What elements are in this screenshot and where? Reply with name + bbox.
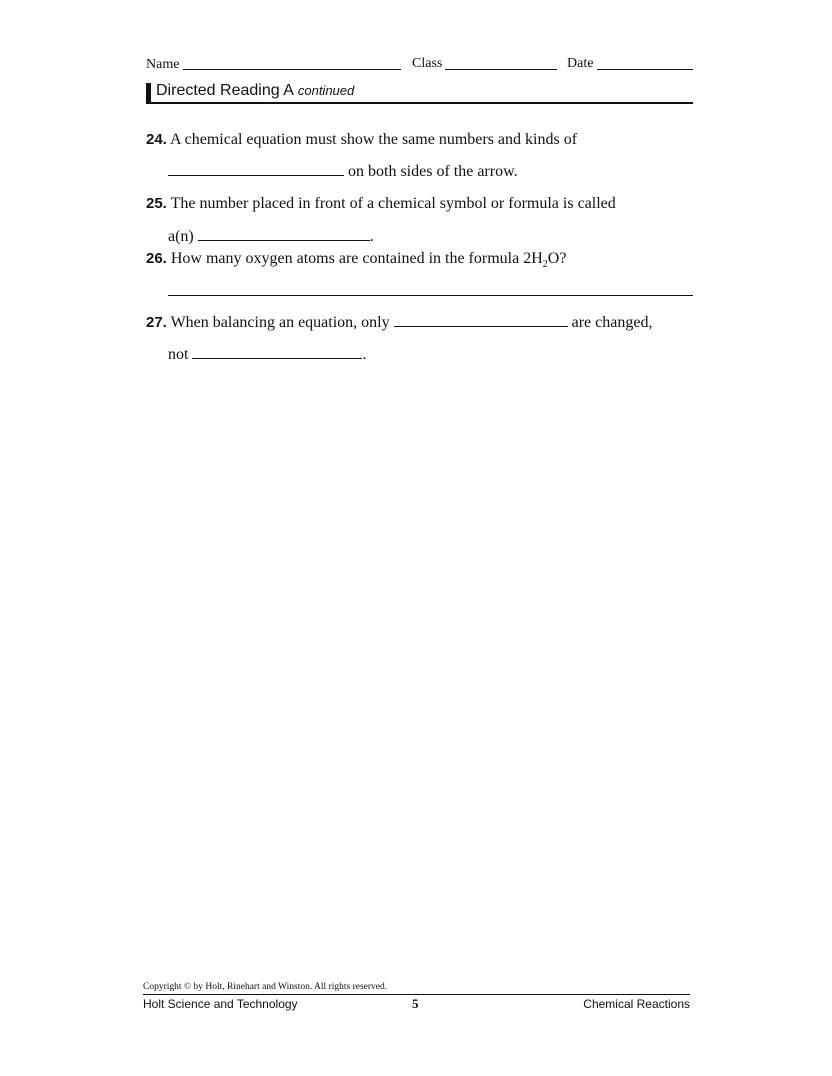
question-27-line1 bbox=[146, 314, 652, 332]
answer-blank[interactable] bbox=[394, 314, 568, 327]
banner-title-text: Directed Reading A bbox=[156, 82, 294, 99]
question-24-line1 bbox=[146, 131, 577, 149]
name-field-line[interactable] bbox=[183, 69, 401, 70]
question-text: How many oxygen atoms are contained in the formula 2H bbox=[170, 250, 543, 267]
footer-book-title: Holt Science and Technology bbox=[143, 997, 298, 1011]
question-text: not bbox=[168, 346, 189, 363]
period: . bbox=[362, 346, 367, 363]
question-text: are changed, bbox=[571, 314, 653, 331]
question-text: O? bbox=[547, 250, 567, 267]
period: . bbox=[369, 228, 374, 245]
class-label: Class bbox=[412, 56, 443, 71]
question-25-line2 bbox=[168, 228, 374, 246]
banner-continued: continued bbox=[297, 83, 355, 98]
banner-title bbox=[156, 82, 354, 100]
page-number: 5 bbox=[412, 996, 419, 1011]
question-text: The number placed in front of a chemical symbol or formula is called bbox=[170, 195, 616, 212]
footer-rule bbox=[143, 994, 690, 995]
answer-blank[interactable] bbox=[168, 163, 344, 176]
question-number: 24. bbox=[146, 131, 167, 148]
question-text: on both sides of the arrow. bbox=[348, 163, 518, 180]
question-25-line1 bbox=[146, 195, 616, 213]
question-number: 26. bbox=[146, 250, 167, 267]
question-number: 25. bbox=[146, 195, 167, 212]
question-24-line2 bbox=[168, 163, 518, 181]
question-number: 27. bbox=[146, 314, 167, 331]
question-text: When balancing an equation, only bbox=[170, 314, 390, 331]
banner-bar bbox=[146, 83, 151, 102]
question-27-line2 bbox=[168, 346, 366, 364]
footer-chapter: Chemical Reactions bbox=[583, 997, 690, 1011]
class-field-line[interactable] bbox=[445, 69, 557, 70]
answer-line-26[interactable] bbox=[168, 295, 693, 296]
name-label: Name bbox=[146, 57, 180, 72]
question-text: a(n) bbox=[168, 228, 194, 245]
date-field-line[interactable] bbox=[597, 69, 693, 70]
copyright: Copyright © by Holt, Rinehart and Winston. All rights reserved. bbox=[143, 982, 388, 992]
date-label: Date bbox=[567, 56, 594, 71]
section-banner bbox=[146, 82, 693, 104]
question-26-line1 bbox=[146, 250, 566, 270]
question-text: A chemical equation must show the same numbers and kinds of bbox=[169, 131, 578, 148]
subscript: 2 bbox=[542, 259, 548, 271]
answer-blank[interactable] bbox=[198, 228, 370, 241]
answer-blank[interactable] bbox=[192, 346, 362, 359]
